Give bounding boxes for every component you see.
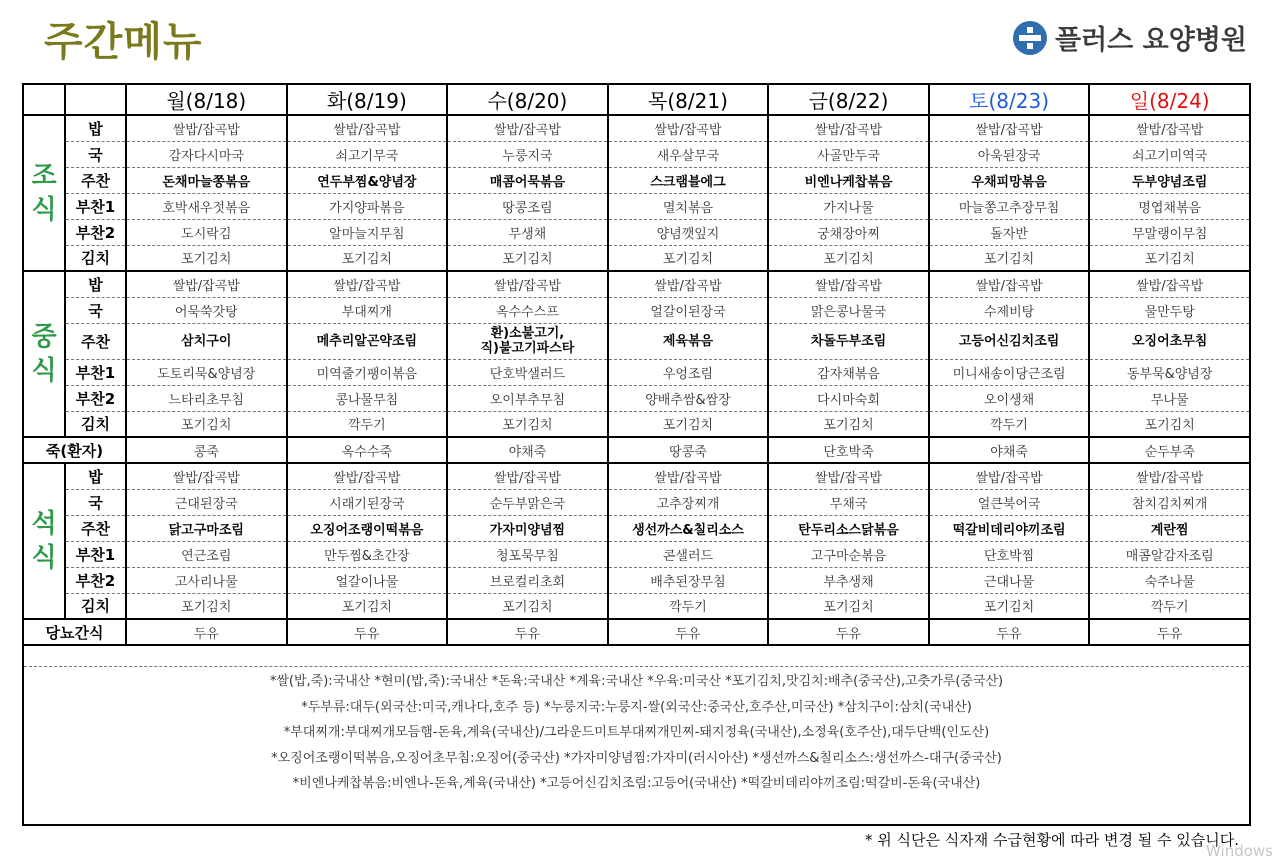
menu-item: 쌀밥/잡곡밥 bbox=[1089, 271, 1250, 297]
category-label: 김치 bbox=[65, 411, 126, 437]
menu-item: 메추리알곤약조림 bbox=[287, 323, 448, 359]
category-label: 부찬2 bbox=[65, 567, 126, 593]
menu-row bbox=[23, 115, 1250, 141]
menu-item: 브로컬리초회 bbox=[447, 567, 608, 593]
menu-item: 쌀밥/잡곡밥 bbox=[287, 463, 448, 489]
menu-item: 옥수수죽 bbox=[287, 437, 448, 463]
menu-item: 순두부죽 bbox=[1089, 437, 1250, 463]
menu-item: 포기김치 bbox=[929, 593, 1090, 619]
menu-item: 새우살무국 bbox=[608, 141, 769, 167]
menu-item: 포기김치 bbox=[608, 245, 769, 271]
windows-watermark: Windows bbox=[1206, 842, 1273, 860]
header-row bbox=[23, 84, 1250, 115]
menu-item: 쌀밥/잡곡밥 bbox=[287, 271, 448, 297]
porridge-row bbox=[23, 437, 1250, 463]
menu-item: 포기김치 bbox=[126, 593, 287, 619]
menu-item: 땅콩죽 bbox=[608, 437, 769, 463]
menu-item: 근대된장국 bbox=[126, 489, 287, 515]
menu-row bbox=[23, 411, 1250, 437]
menu-row bbox=[23, 271, 1250, 297]
menu-item: 쌀밥/잡곡밥 bbox=[126, 115, 287, 141]
origin-note-line: *두부류:대두(외국산:미국,캐나다,호주 등) *누룽지국:누룽지-쌀(외국산:중국산,호주산,미국산) *삼치구이:삼치(국내산) bbox=[301, 699, 972, 715]
menu-item: 돌자반 bbox=[929, 219, 1090, 245]
menu-row bbox=[23, 567, 1250, 593]
day-header: 월(8/18) bbox=[126, 84, 287, 115]
menu-item: 오이부추무침 bbox=[447, 385, 608, 411]
menu-item: 야채죽 bbox=[929, 437, 1090, 463]
menu-item: 어묵쑥갓탕 bbox=[126, 297, 287, 323]
menu-item: 포기김치 bbox=[287, 593, 448, 619]
category-label: 밥 bbox=[65, 115, 126, 141]
menu-item: 명엽채볶음 bbox=[1089, 193, 1250, 219]
page-title: 주간메뉴 bbox=[44, 19, 203, 65]
porridge-label: 죽(환자) bbox=[23, 437, 126, 463]
menu-item: 땅콩조림 bbox=[447, 193, 608, 219]
menu-item: 포기김치 bbox=[768, 411, 929, 437]
menu-item: 청포묵무침 bbox=[447, 541, 608, 567]
menu-item: 미니새송이당근조림 bbox=[929, 359, 1090, 385]
menu-row bbox=[23, 245, 1250, 271]
menu-item: 가지양파볶음 bbox=[287, 193, 448, 219]
menu-item: 떡갈비데리야끼조림 bbox=[929, 515, 1090, 541]
menu-item: 수제비탕 bbox=[929, 297, 1090, 323]
menu-row bbox=[23, 359, 1250, 385]
menu-item: 마늘쫑고추장무침 bbox=[929, 193, 1090, 219]
menu-row bbox=[23, 323, 1250, 359]
day-header: 목(8/21) bbox=[608, 84, 769, 115]
menu-item: 순두부맑은국 bbox=[447, 489, 608, 515]
menu-item: 양배추쌈&쌈장 bbox=[608, 385, 769, 411]
category-label: 부찬1 bbox=[65, 541, 126, 567]
category-label: 김치 bbox=[65, 593, 126, 619]
footnote: * 위 식단은 식자재 수급현황에 따라 변경 될 수 있습니다. bbox=[865, 831, 1239, 849]
menu-item: 두유 bbox=[287, 619, 448, 645]
menu-item: 콩나물무침 bbox=[287, 385, 448, 411]
menu-item: 포기김치 bbox=[768, 593, 929, 619]
menu-item: 포기김치 bbox=[768, 245, 929, 271]
menu-item: 무생채 bbox=[447, 219, 608, 245]
menu-item: 오이생채 bbox=[929, 385, 1090, 411]
menu-item: 만두찜&초간장 bbox=[287, 541, 448, 567]
menu-item: 사골만두국 bbox=[768, 141, 929, 167]
menu-item: 포기김치 bbox=[126, 411, 287, 437]
menu-row bbox=[23, 297, 1250, 323]
menu-row bbox=[23, 515, 1250, 541]
meal-label: 석식 bbox=[23, 463, 65, 619]
menu-item: 야채죽 bbox=[447, 437, 608, 463]
menu-item: 얼갈이된장국 bbox=[608, 297, 769, 323]
menu-item: 차돌두부조림 bbox=[768, 323, 929, 359]
menu-item: 동부묵&양념장 bbox=[1089, 359, 1250, 385]
menu-item: 두유 bbox=[929, 619, 1090, 645]
menu-item: 우채피망볶음 bbox=[929, 167, 1090, 193]
category-label: 밥 bbox=[65, 463, 126, 489]
medical-cross-icon bbox=[1013, 21, 1047, 55]
menu-item: 궁채장아찌 bbox=[768, 219, 929, 245]
menu-item: 알마늘지무침 bbox=[287, 219, 448, 245]
menu-row bbox=[23, 141, 1250, 167]
menu-item: 쌀밥/잡곡밥 bbox=[768, 463, 929, 489]
diabetic-row bbox=[23, 619, 1250, 645]
menu-item: 탄두리소스닭볶음 bbox=[768, 515, 929, 541]
day-header: 토(8/23) bbox=[929, 84, 1090, 115]
menu-item: 쌀밥/잡곡밥 bbox=[1089, 463, 1250, 489]
menu-item: 단호박죽 bbox=[768, 437, 929, 463]
menu-item: 포기김치 bbox=[447, 245, 608, 271]
menu-item: 도토리묵&양념장 bbox=[126, 359, 287, 385]
menu-item: 단호박찜 bbox=[929, 541, 1090, 567]
origin-note-line: *부대찌개:부대찌개모듬햄-돈육,계육(국내산)/그라운드미트부대찌개민찌-돼지정육(국내산),소정육(호주산),대두단백(인도산) bbox=[283, 725, 990, 740]
menu-item: 제육볶음 bbox=[608, 323, 769, 359]
diabetic-label: 당뇨간식 bbox=[23, 619, 126, 645]
menu-row bbox=[23, 463, 1250, 489]
category-label: 부찬1 bbox=[65, 359, 126, 385]
menu-item: 호박새우젓볶음 bbox=[126, 193, 287, 219]
category-label: 김치 bbox=[65, 245, 126, 271]
menu-item: 두부양념조림 bbox=[1089, 167, 1250, 193]
menu-item: 포기김치 bbox=[447, 593, 608, 619]
menu-item: 쌀밥/잡곡밥 bbox=[929, 271, 1090, 297]
category-label: 부찬2 bbox=[65, 219, 126, 245]
menu-item: 매콤어묵볶음 bbox=[447, 167, 608, 193]
menu-item: 쌀밥/잡곡밥 bbox=[768, 271, 929, 297]
menu-item: 우엉조림 bbox=[608, 359, 769, 385]
menu-item: 다시마숙회 bbox=[768, 385, 929, 411]
menu-item: 무채국 bbox=[768, 489, 929, 515]
menu-row bbox=[23, 167, 1250, 193]
menu-item: 쌀밥/잡곡밥 bbox=[608, 463, 769, 489]
menu-item: 환)소불고기, 직)불고기파스타 bbox=[447, 323, 608, 359]
menu-item: 스크램블에그 bbox=[608, 167, 769, 193]
menu-item: 근대나물 bbox=[929, 567, 1090, 593]
menu-item: 시래기된장국 bbox=[287, 489, 448, 515]
menu-item: 쇠고기미역국 bbox=[1089, 141, 1250, 167]
menu-item: 무나물 bbox=[1089, 385, 1250, 411]
menu-item: 계란찜 bbox=[1089, 515, 1250, 541]
menu-item: 연근조림 bbox=[126, 541, 287, 567]
menu-item: 깍두기 bbox=[287, 411, 448, 437]
menu-item: 참치김치찌개 bbox=[1089, 489, 1250, 515]
menu-item: 누룽지국 bbox=[447, 141, 608, 167]
category-label: 국 bbox=[65, 489, 126, 515]
menu-item: 고구마순볶음 bbox=[768, 541, 929, 567]
menu-item: 콩죽 bbox=[126, 437, 287, 463]
menu-item: 깍두기 bbox=[1089, 593, 1250, 619]
category-label: 밥 bbox=[65, 271, 126, 297]
menu-item: 콘샐러드 bbox=[608, 541, 769, 567]
weekly-menu-table bbox=[22, 83, 1251, 646]
day-header: 일(8/24) bbox=[1089, 84, 1250, 115]
menu-item: 닭고구마조림 bbox=[126, 515, 287, 541]
menu-item: 맑은콩나물국 bbox=[768, 297, 929, 323]
menu-item: 도시락김 bbox=[126, 219, 287, 245]
menu-item: 포기김치 bbox=[929, 245, 1090, 271]
menu-item: 쌀밥/잡곡밥 bbox=[447, 463, 608, 489]
menu-item: 돈채마늘쫑볶음 bbox=[126, 167, 287, 193]
day-header: 화(8/19) bbox=[287, 84, 448, 115]
menu-item: 부추생채 bbox=[768, 567, 929, 593]
menu-item: 단호박샐러드 bbox=[447, 359, 608, 385]
menu-item: 쌀밥/잡곡밥 bbox=[608, 115, 769, 141]
menu-item: 고추장찌개 bbox=[608, 489, 769, 515]
menu-item: 가자미양념찜 bbox=[447, 515, 608, 541]
menu-item: 쌀밥/잡곡밥 bbox=[287, 115, 448, 141]
menu-item: 깍두기 bbox=[608, 593, 769, 619]
menu-item: 아욱된장국 bbox=[929, 141, 1090, 167]
menu-item: 두유 bbox=[1089, 619, 1250, 645]
menu-item: 두유 bbox=[768, 619, 929, 645]
menu-item: 매콤알감자조림 bbox=[1089, 541, 1250, 567]
menu-item: 쌀밥/잡곡밥 bbox=[447, 271, 608, 297]
menu-item: 쇠고기무국 bbox=[287, 141, 448, 167]
menu-item: 쌀밥/잡곡밥 bbox=[126, 463, 287, 489]
notes-spacer bbox=[24, 644, 1249, 667]
menu-row bbox=[23, 593, 1250, 619]
menu-item: 쌀밥/잡곡밥 bbox=[929, 115, 1090, 141]
menu-item: 쌀밥/잡곡밥 bbox=[929, 463, 1090, 489]
menu-item: 배추된장무침 bbox=[608, 567, 769, 593]
menu-item: 얼큰북어국 bbox=[929, 489, 1090, 515]
menu-item: 두유 bbox=[447, 619, 608, 645]
menu-item: 부대찌개 bbox=[287, 297, 448, 323]
menu-item: 쌀밥/잡곡밥 bbox=[447, 115, 608, 141]
menu-item: 고등어신김치조림 bbox=[929, 323, 1090, 359]
origin-notes-lines bbox=[24, 667, 1249, 797]
corner-cell bbox=[65, 84, 126, 115]
hospital-name: 플러스 요양병원 bbox=[1055, 25, 1247, 56]
origin-notes bbox=[22, 644, 1251, 826]
menu-item: 쌀밥/잡곡밥 bbox=[126, 271, 287, 297]
day-header: 수(8/20) bbox=[447, 84, 608, 115]
menu-item: 얼갈이나물 bbox=[287, 567, 448, 593]
menu-row bbox=[23, 489, 1250, 515]
menu-item: 생선까스&칠리소스 bbox=[608, 515, 769, 541]
menu-item: 쌀밥/잡곡밥 bbox=[768, 115, 929, 141]
menu-item: 포기김치 bbox=[447, 411, 608, 437]
menu-item: 포기김치 bbox=[126, 245, 287, 271]
origin-note-line: *쌀(밥,죽):국내산 *현미(밥,죽):국내산 *돈육:국내산 *계육:국내산 *우육:미국산 *포기김치,맛김치:배추(중국산),고춧가루(중국산) bbox=[269, 674, 1004, 689]
menu-item: 오징어조랭이떡볶음 bbox=[287, 515, 448, 541]
corner-cell bbox=[23, 84, 65, 115]
menu-item: 멸치볶음 bbox=[608, 193, 769, 219]
day-header: 금(8/22) bbox=[768, 84, 929, 115]
category-label: 부찬1 bbox=[65, 193, 126, 219]
category-label: 주찬 bbox=[65, 323, 126, 359]
category-label: 부찬2 bbox=[65, 385, 126, 411]
category-label: 주찬 bbox=[65, 515, 126, 541]
menu-row bbox=[23, 541, 1250, 567]
menu-row bbox=[23, 193, 1250, 219]
menu-item: 깍두기 bbox=[929, 411, 1090, 437]
menu-row bbox=[23, 385, 1250, 411]
menu-item: 오징어초무침 bbox=[1089, 323, 1250, 359]
menu-item: 쌀밥/잡곡밥 bbox=[1089, 115, 1250, 141]
menu-item: 느타리초무침 bbox=[126, 385, 287, 411]
menu-item: 숙주나물 bbox=[1089, 567, 1250, 593]
menu-item: 미역줄기팽이볶음 bbox=[287, 359, 448, 385]
menu-item: 감자채볶음 bbox=[768, 359, 929, 385]
menu-item: 포기김치 bbox=[608, 411, 769, 437]
menu-item: 무말랭이무침 bbox=[1089, 219, 1250, 245]
menu-item: 두유 bbox=[126, 619, 287, 645]
menu-item: 쌀밥/잡곡밥 bbox=[608, 271, 769, 297]
menu-item: 고사리나물 bbox=[126, 567, 287, 593]
menu-item: 가지나물 bbox=[768, 193, 929, 219]
menu-item: 연두부찜&양념장 bbox=[287, 167, 448, 193]
menu-item: 감자다시마국 bbox=[126, 141, 287, 167]
menu-item: 포기김치 bbox=[287, 245, 448, 271]
menu-item: 양념깻잎지 bbox=[608, 219, 769, 245]
menu-item: 삼치구이 bbox=[126, 323, 287, 359]
menu-row bbox=[23, 219, 1250, 245]
menu-item: 비엔나케찹볶음 bbox=[768, 167, 929, 193]
menu-item: 두유 bbox=[608, 619, 769, 645]
menu-item: 옥수수스프 bbox=[447, 297, 608, 323]
menu-item: 포기김치 bbox=[1089, 245, 1250, 271]
menu-item: 물만두탕 bbox=[1089, 297, 1250, 323]
origin-note-line: *오징어조랭이떡볶음,오징어초무침:오징어(중국산) *가자미양념찜:가자미(러시아산) *생선까스&칠리소스:생선까스-대구(중국산) bbox=[271, 750, 1002, 766]
category-label: 국 bbox=[65, 141, 126, 167]
meal-label: 중식 bbox=[23, 271, 65, 437]
category-label: 국 bbox=[65, 297, 126, 323]
meal-label: 조식 bbox=[23, 115, 65, 271]
category-label: 주찬 bbox=[65, 167, 126, 193]
origin-note-line: *비엔나케찹볶음:비엔나-돈육,계육(국내산) *고등어신김치조림:고등어(국내산) *떡갈비데리야끼조림:떡갈비-돈육(국내산) bbox=[292, 776, 981, 791]
hospital-logo bbox=[1013, 18, 1247, 57]
menu-item: 포기김치 bbox=[1089, 411, 1250, 437]
